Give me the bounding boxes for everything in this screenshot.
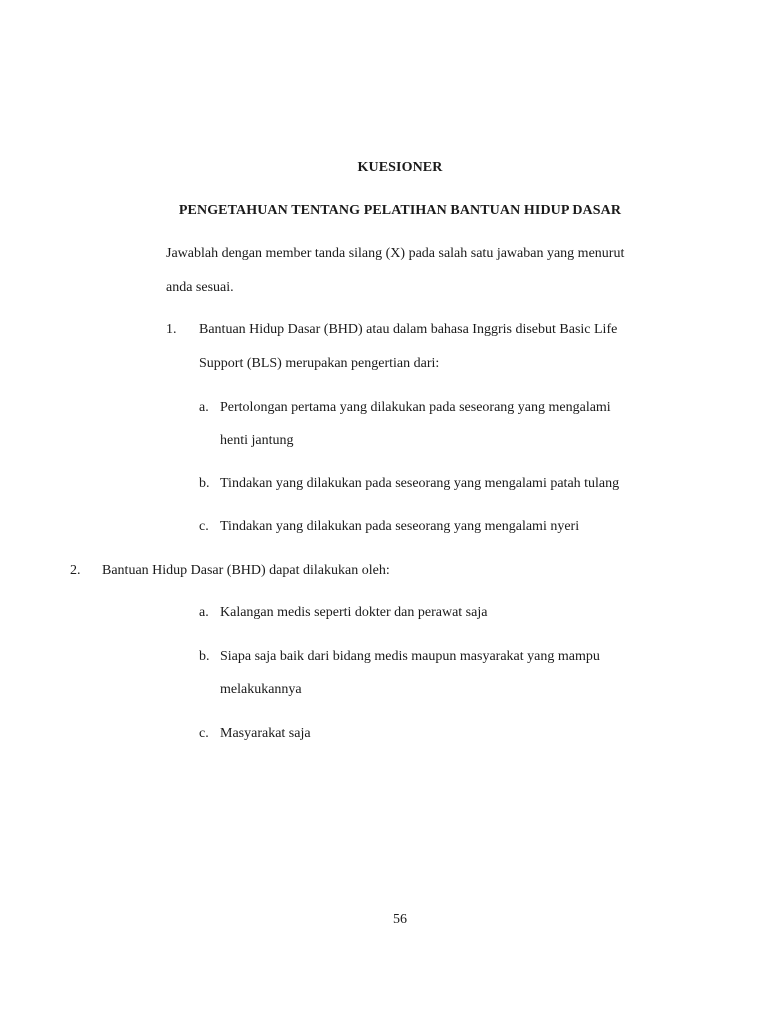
- question-1-option-b-letter: b.: [199, 476, 210, 491]
- page-number: 56: [393, 912, 407, 927]
- question-1-text-line-1: Bantuan Hidup Dasar (BHD) atau dalam bahasa Inggris disebut Basic Life: [199, 322, 618, 337]
- question-2-text-line-1: Bantuan Hidup Dasar (BHD) dapat dilakukan oleh:: [102, 563, 390, 578]
- document-subtitle: PENGETAHUAN TENTANG PELATIHAN BANTUAN HIDUP DASAR: [178, 203, 622, 218]
- question-2-option-c-line-1[interactable]: Masyarakat saja: [220, 726, 311, 741]
- question-2-option-b-letter: b.: [199, 649, 210, 664]
- question-2-option-a-letter: a.: [199, 605, 209, 620]
- instruction-line-2: anda sesuai.: [166, 280, 234, 295]
- question-1-option-c-line-1[interactable]: Tindakan yang dilakukan pada seseorang yang mengalami nyeri: [220, 519, 580, 534]
- question-1-option-a-line-2[interactable]: henti jantung: [220, 433, 294, 448]
- question-2-number: 2.: [70, 563, 81, 578]
- question-2-option-c-letter: c.: [199, 726, 209, 741]
- question-2-option-a-line-1[interactable]: Kalangan medis seperti dokter dan perawat saja: [220, 605, 488, 620]
- question-1-option-a-letter: a.: [199, 400, 209, 415]
- question-1-option-a-line-1[interactable]: Pertolongan pertama yang dilakukan pada seseorang yang mengalami: [220, 400, 611, 415]
- question-2-option-b-line-2[interactable]: melakukannya: [220, 682, 302, 697]
- question-1-text-line-2: Support (BLS) merupakan pengertian dari:: [199, 356, 440, 371]
- question-1-option-c-letter: c.: [199, 519, 209, 534]
- question-2-option-b-line-1[interactable]: Siapa saja baik dari bidang medis maupun masyarakat yang mampu: [220, 649, 600, 664]
- instruction-line-1: Jawablah dengan member tanda silang (X) pada salah satu jawaban yang menurut: [166, 246, 625, 261]
- question-1-number: 1.: [166, 322, 177, 337]
- document-title: KUESIONER: [357, 160, 443, 175]
- question-1-option-b-line-1[interactable]: Tindakan yang dilakukan pada seseorang yang mengalami patah tulang: [220, 476, 620, 491]
